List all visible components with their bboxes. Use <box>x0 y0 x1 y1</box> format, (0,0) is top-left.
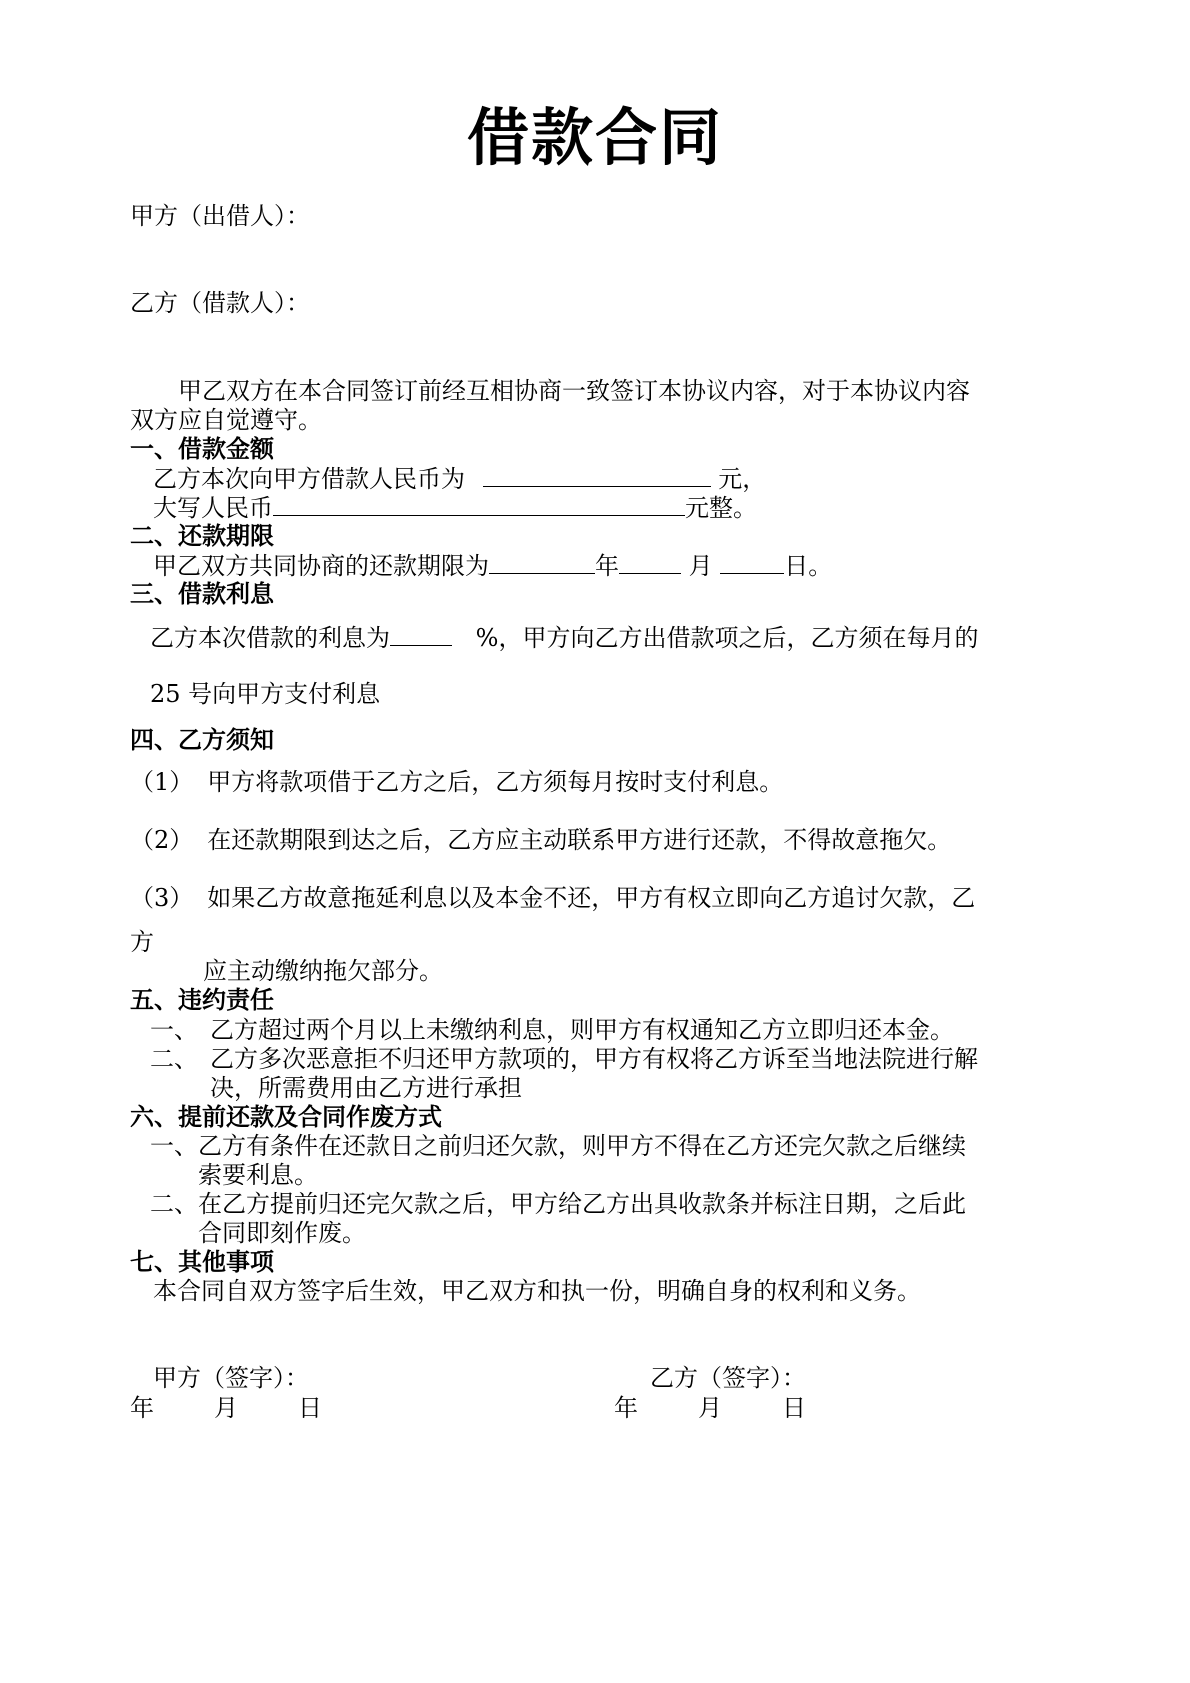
notice-item-2 <box>130 826 951 854</box>
interest-text: 乙方本次借款的利息为 <box>150 624 390 652</box>
loan-amount-words-text: 大写人民币 <box>153 494 273 522</box>
document-title: 借款合同 <box>466 101 723 174</box>
intro-line-2: 双方应自觉遵守。 <box>130 406 322 434</box>
repayment-month-blank[interactable] <box>619 551 681 574</box>
other-matters-text: 本合同自双方签字后生效，甲乙双方和执一份，明确自身的权利和义务。 <box>153 1277 921 1305</box>
repayment-term-line <box>153 551 832 580</box>
loan-amount-words-unit: 元整。 <box>685 494 757 522</box>
notice-item-2-text: 在还款期限到达之后，乙方应主动联系甲方进行还款，不得故意拖欠。 <box>207 826 952 854</box>
notice-item-3 <box>130 884 975 912</box>
repayment-day-blank[interactable] <box>720 551 784 574</box>
notice-item-3-wrap: 方 <box>130 928 154 956</box>
interest-terms: %，甲方向乙方出借款项之后，乙方须在每月的 <box>475 624 979 652</box>
section-1-heading: 一、借款金额 <box>130 435 274 463</box>
prepayment-item-2: 二、在乙方提前归还完欠款之后，甲方给乙方出具收款条并标注日期，之后此 <box>150 1190 966 1218</box>
breach-item-2-number: 二、 <box>150 1045 198 1073</box>
notice-item-3-line-2: 应主动缴纳拖欠部分。 <box>203 957 443 985</box>
section-2-heading: 二、还款期限 <box>130 522 274 550</box>
notice-item-1-text: 甲方将款项借于乙方之后，乙方须每月按时支付利息。 <box>207 768 784 796</box>
party-b-label: 乙方（借款人）： <box>130 289 310 317</box>
party-b-date-month: 月 <box>698 1394 722 1422</box>
loan-amount-words-line <box>153 493 757 522</box>
interest-line <box>150 623 978 652</box>
prepayment-item-1-line-2: 索要利息。 <box>198 1161 318 1189</box>
repayment-day-label: 日。 <box>784 552 833 580</box>
breach-item-1-text: 乙方超过两个月以上未缴纳利息，则甲方有权通知乙方立即归还本金。 <box>210 1016 954 1044</box>
section-3-heading: 三、借款利息 <box>130 580 274 608</box>
intro-line-1: 甲乙双方在本合同签订前经互相协商一致签订本协议内容，对于本协议内容 <box>178 377 970 405</box>
repayment-year-label: 年 <box>595 552 619 580</box>
breach-item-2-text: 乙方多次恶意拒不归还甲方款项的，甲方有权将乙方诉至当地法院进行解 <box>210 1045 978 1073</box>
party-a-date-month: 月 <box>214 1394 238 1422</box>
breach-item-2 <box>150 1045 978 1073</box>
section-6-heading: 六、提前还款及合同作废方式 <box>130 1103 442 1131</box>
loan-amount-words-blank[interactable] <box>273 493 685 516</box>
loan-amount-unit: 元， <box>718 465 767 493</box>
repayment-year-blank[interactable] <box>489 551 595 574</box>
notice-item-1-number: （1） <box>130 768 194 796</box>
section-5-heading: 五、违约责任 <box>130 986 274 1014</box>
loan-amount-text: 乙方本次向甲方借款人民币为 <box>153 465 465 493</box>
repayment-month-label: 月 <box>688 552 713 580</box>
party-a-label: 甲方（出借人）： <box>130 202 310 230</box>
prepayment-item-2-line-2: 合同即刻作废。 <box>198 1219 366 1247</box>
breach-item-2-line-2: 决，所需费用由乙方进行承担 <box>210 1074 522 1102</box>
notice-item-3-number: （3） <box>130 884 194 912</box>
section-4-heading: 四、乙方须知 <box>130 726 274 754</box>
breach-item-1 <box>150 1016 954 1044</box>
party-a-signature-label: 甲方（签字）： <box>153 1364 309 1392</box>
party-b-date-year: 年 <box>614 1394 638 1422</box>
prepayment-item-1: 一、乙方有条件在还款日之前归还欠款，则甲方不得在乙方还完欠款之后继续 <box>150 1132 966 1160</box>
interest-line-2: 25 号向甲方支付利息 <box>150 680 381 708</box>
party-a-date-day: 日 <box>298 1394 322 1422</box>
breach-item-1-number: 一、 <box>150 1016 198 1044</box>
notice-item-1 <box>130 768 783 796</box>
loan-amount-blank[interactable] <box>483 464 711 487</box>
notice-item-2-number: （2） <box>130 826 194 854</box>
section-7-heading: 七、其他事项 <box>130 1248 274 1276</box>
party-b-date-day: 日 <box>782 1394 806 1422</box>
party-a-date-year: 年 <box>130 1394 154 1422</box>
party-b-signature-label: 乙方（签字）： <box>650 1364 806 1392</box>
loan-amount-line <box>153 464 766 493</box>
interest-rate-blank[interactable] <box>390 623 452 646</box>
notice-item-3-text: 如果乙方故意拖延利息以及本金不还，甲方有权立即向乙方追讨欠款，乙 <box>207 884 976 912</box>
repayment-term-text: 甲乙双方共同协商的还款期限为 <box>153 552 489 580</box>
